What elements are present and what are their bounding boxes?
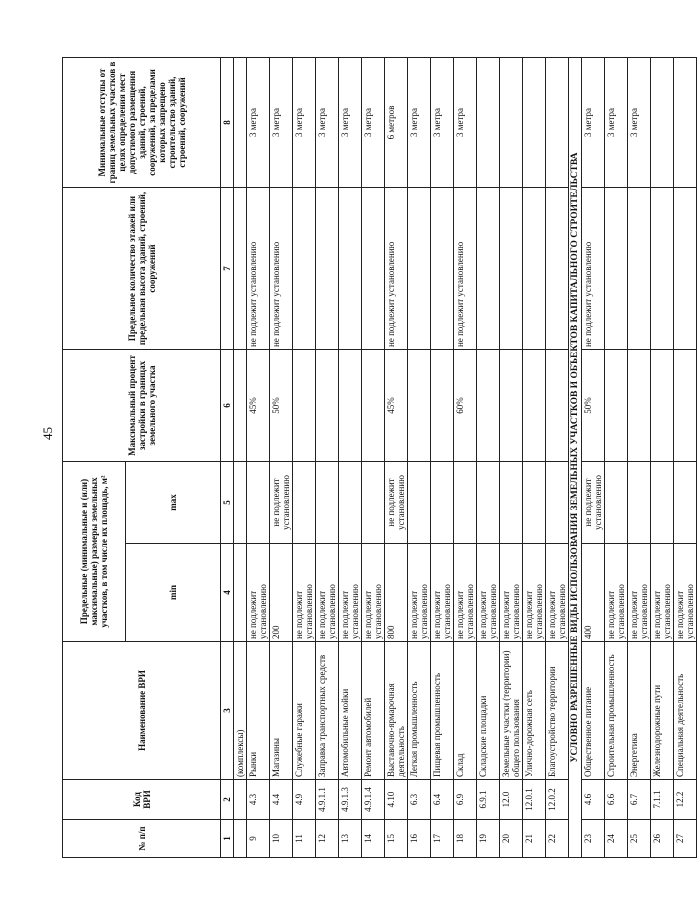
- row-code: [234, 780, 247, 820]
- table-row: [339, 57, 362, 857]
- row-code: 12.0: [500, 780, 523, 820]
- row-setback: 3 метра: [316, 57, 339, 187]
- row-max: [339, 461, 362, 543]
- row-min: не подлежит установлению: [523, 544, 546, 642]
- colnum: 5: [221, 461, 234, 543]
- table-row: [316, 57, 339, 857]
- row-max: [500, 461, 523, 543]
- row-code: 4.9.1.3: [339, 780, 362, 820]
- row-setback: [651, 57, 674, 187]
- row-floors: [651, 187, 674, 349]
- row-max: [523, 461, 546, 543]
- row-max: не подлежит установлению: [582, 461, 605, 543]
- row-setback: 3 метра: [628, 57, 651, 187]
- row-number: 12: [316, 820, 339, 858]
- table-row: [408, 57, 431, 857]
- row-percent: [523, 349, 546, 461]
- row-setback: 3 метра: [247, 57, 270, 187]
- row-max: [546, 461, 569, 543]
- row-setback: 3 метра: [408, 57, 431, 187]
- row-setback: [500, 57, 523, 187]
- table-row: [477, 57, 500, 857]
- row-floors: не подлежит установлению: [582, 187, 605, 349]
- row-floors: [431, 187, 454, 349]
- row-floors: [362, 187, 385, 349]
- row-floors: [316, 187, 339, 349]
- row-name: Автомобильные мойки: [339, 642, 362, 780]
- row-max: [651, 461, 674, 543]
- row-code: 6.3: [408, 780, 431, 820]
- row-code: 12.0.2: [546, 780, 569, 820]
- row-percent: [605, 349, 628, 461]
- header-code: Код ВРИ: [63, 780, 221, 820]
- table-row: [293, 57, 316, 857]
- row-number: 20: [500, 820, 523, 858]
- row-setback: 3 метра: [270, 57, 293, 187]
- row-code: 4.9: [293, 780, 316, 820]
- row-name: Складские площадки: [477, 642, 500, 780]
- table-row: [234, 57, 247, 857]
- row-min: не подлежит установлению: [339, 544, 362, 642]
- row-name: Рынки: [247, 642, 270, 780]
- row-number: 22: [546, 820, 569, 858]
- row-number: 24: [605, 820, 628, 858]
- row-number: 25: [628, 820, 651, 858]
- header-name: Наименование ВРИ: [63, 642, 221, 780]
- row-setback: [546, 57, 569, 187]
- header-floors: Предельное количество этажей или предельная высота зданий, строений, сооружений: [63, 187, 221, 349]
- row-floors: [628, 187, 651, 349]
- row-percent: 60%: [454, 349, 477, 461]
- row-max: [316, 461, 339, 543]
- table-row: [651, 57, 674, 857]
- row-setback: 3 метра: [339, 57, 362, 187]
- header-max: max: [126, 461, 221, 543]
- row-name: Пищевая промышленность: [431, 642, 454, 780]
- row-max: [628, 461, 651, 543]
- row-number: 19: [477, 820, 500, 858]
- row-code: 12.2: [674, 780, 697, 820]
- row-number: 27: [674, 820, 697, 858]
- row-min: 200: [270, 544, 293, 642]
- row-name: Земельные участки (территории) общего пользования: [500, 642, 523, 780]
- table-row: [546, 57, 569, 857]
- column-number-row: [221, 57, 234, 857]
- row-max: не подлежит установлению: [270, 461, 293, 543]
- table-row: [362, 57, 385, 857]
- row-max: [408, 461, 431, 543]
- row-floors: не подлежит установлению: [454, 187, 477, 349]
- row-max: [454, 461, 477, 543]
- row-setback: 6 метров: [385, 57, 408, 187]
- row-floors: [293, 187, 316, 349]
- row-percent: [500, 349, 523, 461]
- row-percent: [234, 349, 247, 461]
- row-code: 6.4: [431, 780, 454, 820]
- colnum: 8: [221, 57, 234, 187]
- row-number: [234, 820, 247, 858]
- table-row: [454, 57, 477, 857]
- colnum: 4: [221, 544, 234, 642]
- row-number: 21: [523, 820, 546, 858]
- section-title: УСЛОВНО РАЗРЕШЕННЫЕ ВИДЫ ИСПОЛЬЗОВАНИЯ ЗЕМЕЛЬНЫХ УЧАСТКОВ И ОБЪЕКТОВ КАПИТАЛЬНОГО СТРОИТЕЛЬСТВА: [569, 57, 582, 857]
- page-number-wrap: [40, 426, 54, 456]
- row-name: Строительная промышленность: [605, 642, 628, 780]
- page-number: 45: [40, 427, 55, 440]
- row-percent: [408, 349, 431, 461]
- row-code: 6.7: [628, 780, 651, 820]
- row-floors: [408, 187, 431, 349]
- row-number: 15: [385, 820, 408, 858]
- row-min: не подлежит установлению: [674, 544, 697, 642]
- row-setback: [523, 57, 546, 187]
- table-body-conditional: [582, 57, 697, 857]
- row-setback: [674, 57, 697, 187]
- row-min: не подлежит установлению: [247, 544, 270, 642]
- row-code: 4.10: [385, 780, 408, 820]
- row-min: не подлежит установлению: [605, 544, 628, 642]
- row-max: [362, 461, 385, 543]
- row-floors: [477, 187, 500, 349]
- row-name: Улично-дорожная сеть: [523, 642, 546, 780]
- table-row: [628, 57, 651, 857]
- row-floors: [234, 187, 247, 349]
- row-max: [234, 461, 247, 543]
- row-name: Благоустройство территории: [546, 642, 569, 780]
- row-percent: [362, 349, 385, 461]
- row-percent: 45%: [385, 349, 408, 461]
- row-percent: [674, 349, 697, 461]
- row-floors: [546, 187, 569, 349]
- row-floors: не подлежит установлению: [270, 187, 293, 349]
- colnum: 7: [221, 187, 234, 349]
- row-min: не подлежит установлению: [316, 544, 339, 642]
- row-min: не подлежит установлению: [500, 544, 523, 642]
- row-name: Железнодорожные пути: [651, 642, 674, 780]
- row-name: Легкая промышленность: [408, 642, 431, 780]
- row-number: 18: [454, 820, 477, 858]
- row-percent: [628, 349, 651, 461]
- row-min: 400: [582, 544, 605, 642]
- row-number: 17: [431, 820, 454, 858]
- row-name: Выставочно-ярмарочная деятельность: [385, 642, 408, 780]
- row-code: 4.6: [582, 780, 605, 820]
- row-name: (комплексы): [234, 642, 247, 780]
- row-number: 13: [339, 820, 362, 858]
- row-name: Общественное питание: [582, 642, 605, 780]
- row-name: Склад: [454, 642, 477, 780]
- row-number: 14: [362, 820, 385, 858]
- rotated-table-container: [62, 58, 695, 858]
- row-min: не подлежит установлению: [431, 544, 454, 642]
- row-number: 26: [651, 820, 674, 858]
- row-floors: [339, 187, 362, 349]
- row-floors: [605, 187, 628, 349]
- row-code: 4.9.1.1: [316, 780, 339, 820]
- row-setback: 3 метра: [605, 57, 628, 187]
- row-floors: не подлежит установлению: [247, 187, 270, 349]
- row-min: не подлежит установлению: [546, 544, 569, 642]
- row-code: 6.9.1: [477, 780, 500, 820]
- row-min: 800: [385, 544, 408, 642]
- row-name: Заправка транспортных средств: [316, 642, 339, 780]
- row-percent: [293, 349, 316, 461]
- row-name: Ремонт автомобилей: [362, 642, 385, 780]
- header-min: min: [126, 544, 221, 642]
- row-max: [431, 461, 454, 543]
- row-number: 10: [270, 820, 293, 858]
- row-max: [247, 461, 270, 543]
- row-code: 7.1.1: [651, 780, 674, 820]
- table-row: [582, 57, 605, 857]
- table-row: [605, 57, 628, 857]
- colnum: 1: [221, 820, 234, 858]
- row-min: не подлежит установлению: [454, 544, 477, 642]
- row-min: не подлежит установлению: [477, 544, 500, 642]
- row-setback: 3 метра: [293, 57, 316, 187]
- row-setback: 3 метра: [362, 57, 385, 187]
- table-row: [674, 57, 697, 857]
- row-setback: [234, 57, 247, 187]
- row-setback: 3 метра: [454, 57, 477, 187]
- row-min: не подлежит установлению: [651, 544, 674, 642]
- header-setback: Минимальные отступы от границ земельных участков в целях определения мест допустимого размещения зданий, строений, сооружений, за пределами которых запрещено строительство зданий, строений, сооружений: [63, 57, 221, 187]
- table-row: [385, 57, 408, 857]
- row-setback: 3 метра: [431, 57, 454, 187]
- row-percent: 45%: [247, 349, 270, 461]
- table-row: [247, 57, 270, 857]
- row-number: 9: [247, 820, 270, 858]
- row-code: 4.9.1.4: [362, 780, 385, 820]
- row-number: 11: [293, 820, 316, 858]
- row-setback: [477, 57, 500, 187]
- table-row: [523, 57, 546, 857]
- row-code: 6.9: [454, 780, 477, 820]
- header-percent: Максимальный процент застройки в границах земельного участка: [63, 349, 221, 461]
- row-max: [293, 461, 316, 543]
- row-max: [674, 461, 697, 543]
- row-floors: [500, 187, 523, 349]
- regulation-table: [62, 57, 697, 858]
- row-percent: [316, 349, 339, 461]
- row-percent: 50%: [270, 349, 293, 461]
- row-min: не подлежит установлению: [362, 544, 385, 642]
- row-max: [605, 461, 628, 543]
- row-min: не подлежит установлению: [408, 544, 431, 642]
- row-code: 4.3: [247, 780, 270, 820]
- row-floors: [523, 187, 546, 349]
- row-number: 16: [408, 820, 431, 858]
- row-floors: [674, 187, 697, 349]
- row-setback: 3 метра: [582, 57, 605, 187]
- colnum: 2: [221, 780, 234, 820]
- row-percent: [477, 349, 500, 461]
- row-percent: [431, 349, 454, 461]
- row-min: не подлежит установлению: [293, 544, 316, 642]
- row-percent: 50%: [582, 349, 605, 461]
- row-code: 4.4: [270, 780, 293, 820]
- row-max: не подлежит установлению: [385, 461, 408, 543]
- table-row: [500, 57, 523, 857]
- table-row: [431, 57, 454, 857]
- table-row: [270, 57, 293, 857]
- colnum: 3: [221, 642, 234, 780]
- row-name: Специальная деятельность: [674, 642, 697, 780]
- row-number: 23: [582, 820, 605, 858]
- header-num: № п/п: [63, 820, 221, 858]
- header-area: Предельные (минимальные и (или) максимальные) размеры земельных участков, в том числе их площадь, м²: [63, 461, 126, 641]
- row-percent: [339, 349, 362, 461]
- row-name: Энергетика: [628, 642, 651, 780]
- row-name: Служебные гаражи: [293, 642, 316, 780]
- table-body-main: [234, 57, 569, 857]
- row-min: не подлежит установлению: [628, 544, 651, 642]
- row-min: [234, 544, 247, 642]
- row-name: Магазины: [270, 642, 293, 780]
- row-percent: [651, 349, 674, 461]
- section-row-group: [569, 57, 582, 857]
- row-max: [477, 461, 500, 543]
- row-code: 6.6: [605, 780, 628, 820]
- colnum: 6: [221, 349, 234, 461]
- row-floors: не подлежит установлению: [385, 187, 408, 349]
- row-code: 12.0.1: [523, 780, 546, 820]
- row-percent: [546, 349, 569, 461]
